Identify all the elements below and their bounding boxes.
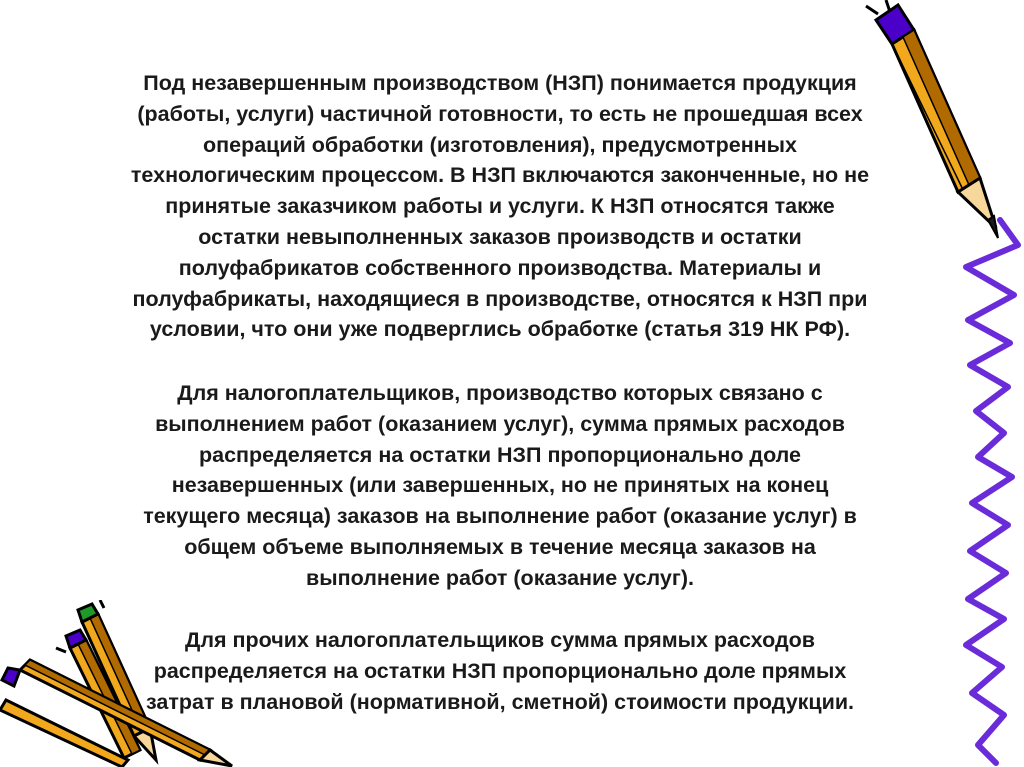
squiggle-decoration [948,215,1024,767]
text-line: Для налогоплательщиков, производство которых связано с [177,381,823,405]
text-line: распределяется на остатки НЗП пропорционально доле прямых [153,658,847,683]
text-line: незавершенных (или завершенных, но не принятых на конец [171,473,829,498]
paragraph-services [60,378,940,594]
text-line: (работы, услуги) частичной готовности, то есть не прошедшая всех [137,101,863,126]
text-line: Под незавершенным производством (НЗП) понимается продукция [143,71,857,95]
text-line: технологическим процессом. В НЗП включаются законченные, но не [130,163,870,188]
paragraph-definition [60,68,940,345]
text-line: Для прочих налогоплательщиков сумма прямых расходов [185,628,815,652]
paragraph-others [60,625,940,717]
text-line: остатки невыполненных заказов производств и остатки [198,224,802,249]
text-line: затрат в плановой (нормативной, сметной) стоимости продукции. [145,689,855,714]
text-line: полуфабрикатов собственного производства. Материалы и [178,255,822,280]
text-line: текущего месяца) заказов на выполнение работ (оказание услуг) в [143,504,857,529]
text-line: принятые заказчиком работы и услуги. К НЗП относятся также [165,194,835,219]
text-line: полуфабрикаты, находящиеся в производстве, относятся к НЗП при [132,286,868,311]
text-line: распределяется на остатки НЗП пропорционально доле [199,442,801,467]
text-line: выполнением работ (оказанием услуг), сумма прямых расходов [155,411,845,436]
text-line: операций обработки (изготовления), предусмотренных [203,132,797,157]
squiggle-line [966,220,1018,763]
text-line: общем объеме выполняемых в течение месяца заказов на [184,534,816,559]
text-line: выполнение работ (оказание услуг). [306,565,694,590]
text-line: условии, что они уже подверглись обработке (статья 319 НК РФ). [149,317,851,342]
